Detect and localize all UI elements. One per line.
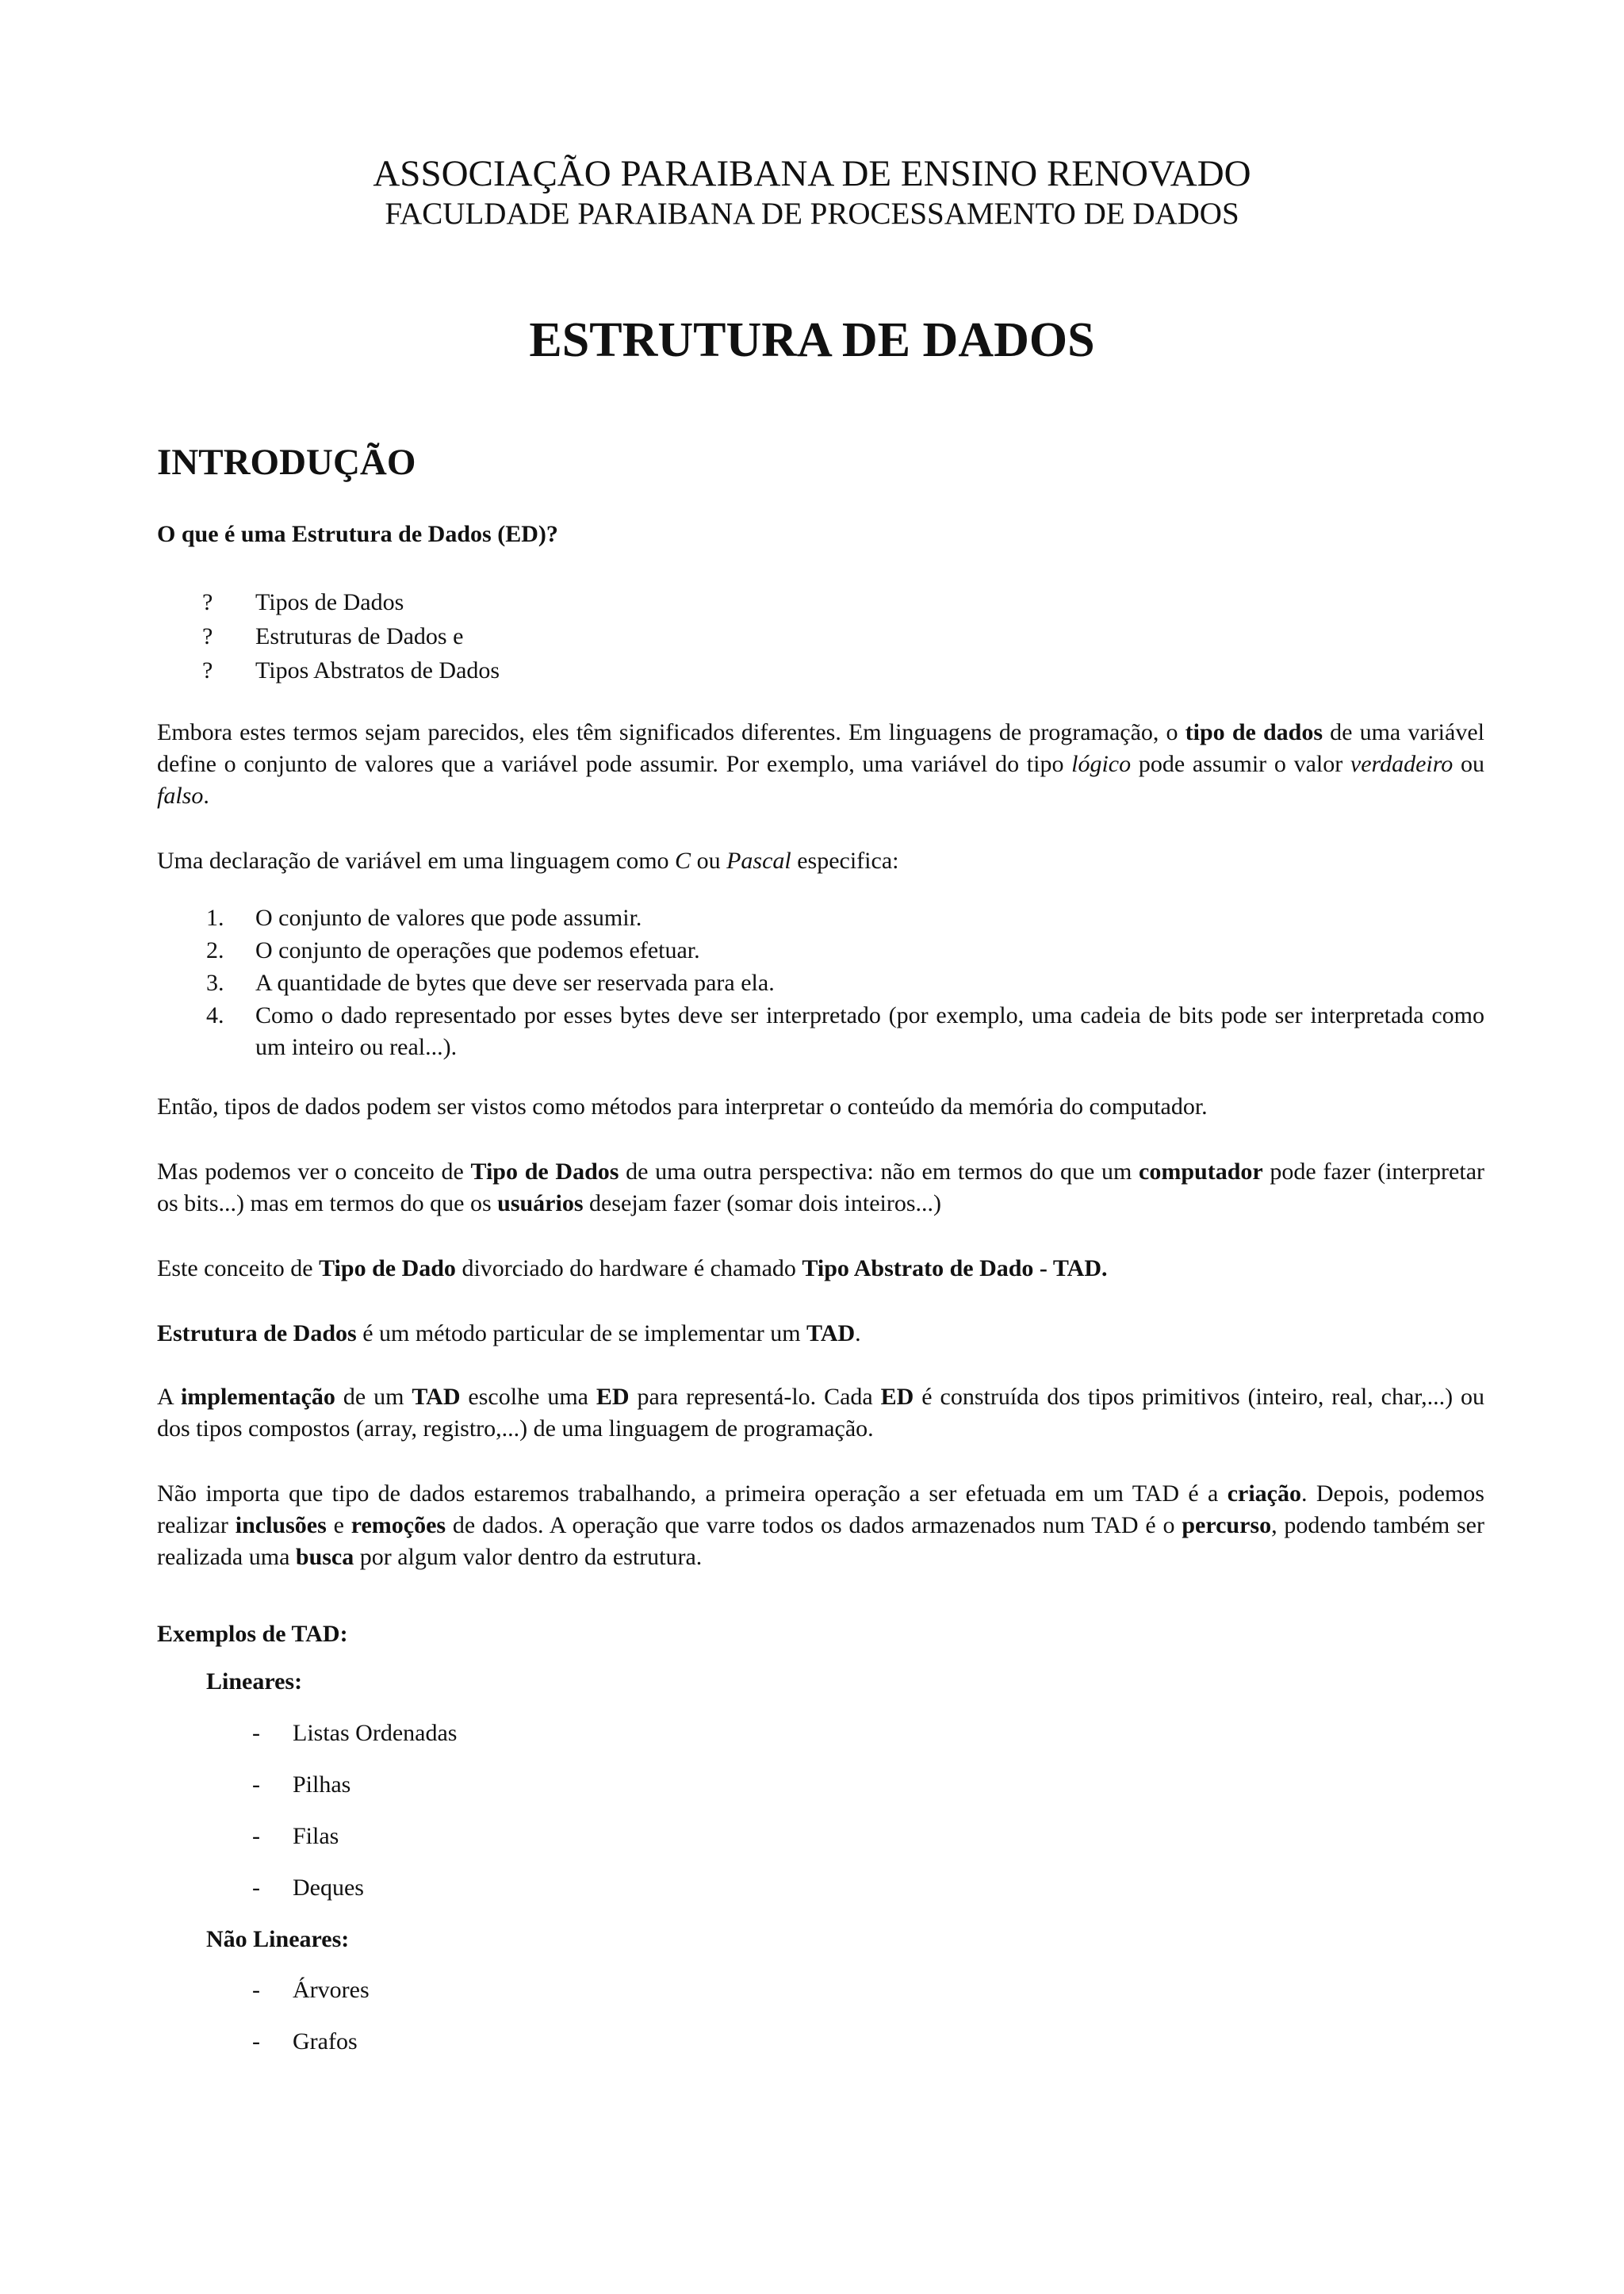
examples-heading: Exemplos de TAD: — [157, 1621, 348, 1647]
linear-list — [252, 1718, 457, 1924]
paragraph-operations: Não importa que tipo de dados estaremos trabalhando, a primeira operação a ser efetuada em um TAD é a criação. Depois, podemos realizar inclusões e remoções de dados. A operação que varre todos os dados armazenados num TAD é o percurso, podendo também ser realizada uma busca por algum valor dentro da estrutura. — [157, 1480, 1484, 1570]
nonlinear-heading: Não Lineares: — [206, 1926, 350, 1952]
list-item: - Listas Ordenadas — [252, 1720, 458, 1746]
document-title: ESTRUTURA DE DADOS — [529, 313, 1095, 367]
question-heading: O que é uma Estrutura de Dados (ED)? — [157, 521, 558, 547]
nonlinear-list — [252, 1974, 370, 2078]
list-item-text: Tipos Abstratos de Dados — [255, 657, 500, 684]
list-item: - Filas — [252, 1823, 339, 1849]
list-item: - Grafos — [252, 2028, 358, 2055]
list-item: 3. A quantidade de bytes que deve ser reservada para ela. — [206, 970, 775, 996]
paragraph-types: Embora estes termos sejam parecidos, eles têm significados diferentes. Em linguagens de programação, o tipo de dados de uma variável define o conjunto de valores que a variável pode assumir. Por exemplo, uma variável do tipo lógico pode assumir o valor verdadeiro ou falso. — [157, 719, 1485, 809]
linear-heading: Lineares: — [206, 1668, 303, 1695]
list-item: - Pilhas — [252, 1771, 351, 1798]
bullet-mark: ? — [202, 623, 213, 649]
institution-name: ASSOCIAÇÃO PARAIBANA DE ENSINO RENOVADO — [373, 153, 1251, 194]
list-item-text: Tipos de Dados — [255, 589, 404, 615]
bullet-mark: ? — [202, 589, 213, 615]
list-item — [202, 585, 500, 619]
paragraph-declaration: Uma declaração de variável em uma linguagem como C ou Pascal especifica: — [157, 848, 899, 874]
list-item: 4. Como o dado representado por esses bytes deve ser interpretado (por exemplo, uma cadeia de bits pode ser interpretada como um inteiro ou real...). — [206, 1002, 1484, 1060]
list-item: 1. O conjunto de valores que pode assumir. — [206, 905, 642, 931]
list-item: 2. O conjunto de operações que podemos efetuar. — [206, 937, 700, 963]
list-item — [202, 619, 500, 653]
bullet-mark: ? — [202, 657, 213, 684]
list-item: - Deques — [252, 1875, 364, 1901]
paragraph-implementation: A implementação de um TAD escolhe uma ED para representá-lo. Cada ED é construída dos tipos primitivos (inteiro, real, char,...) ou dos tipos compostos (array, registro,...) de uma linguagem de programação. — [157, 1384, 1485, 1442]
paragraph-structure: Estrutura de Dados é um método particular de se implementar um TAD. — [157, 1320, 861, 1346]
list-item: - Árvores — [252, 1977, 370, 2003]
faculty-name: FACULDADE PARAIBANA DE PROCESSAMENTO DE DADOS — [385, 197, 1239, 231]
paragraph-perspective: Mas podemos ver o conceito de Tipo de Dados de uma outra perspectiva: não em termos do que um computador pode fazer (interpretar os bits...) mas em termos do que os usuários desejam fazer (somar dois inteiros...) — [157, 1158, 1485, 1216]
section-heading: INTRODUÇÃO — [157, 442, 416, 483]
list-item — [202, 653, 500, 687]
list-item-text: Estruturas de Dados e — [255, 623, 464, 649]
paragraph-methods: Então, tipos de dados podem ser vistos como métodos para interpretar o conteúdo da memória do computador. — [157, 1093, 1208, 1120]
paragraph-tad: Este conceito de Tipo de Dado divorciado do hardware é chamado Tipo Abstrato de Dado - TAD. — [157, 1255, 1108, 1281]
declaration-list — [206, 902, 1484, 1064]
question-list — [202, 585, 500, 687]
